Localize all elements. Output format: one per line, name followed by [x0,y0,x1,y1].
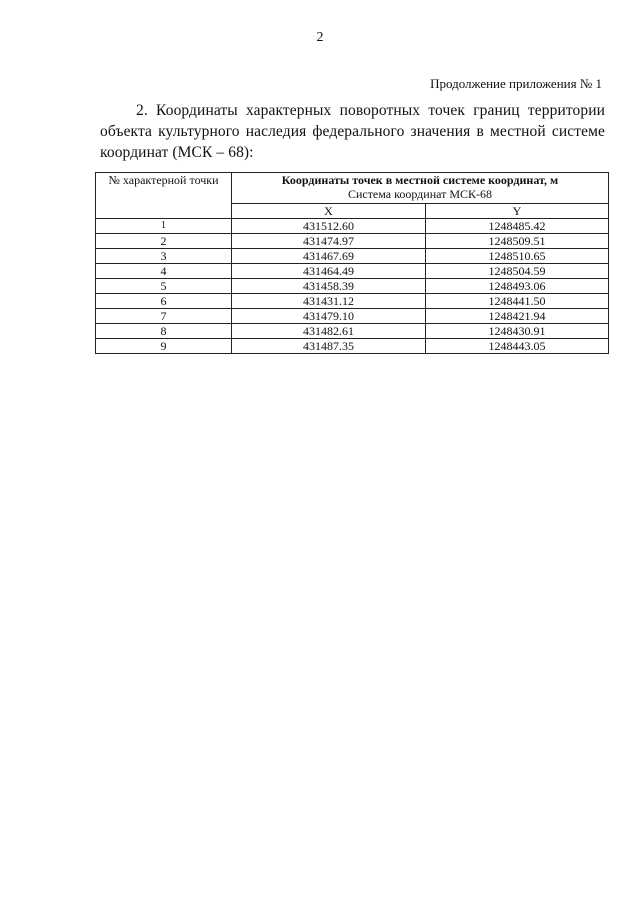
x-value-cell: 431512.60 [232,219,426,234]
page-number: 2 [316,30,324,45]
y-value-cell: 1248443.05 [426,339,609,354]
point-number-cell: 8 [96,324,232,339]
point-number-cell: 2 [96,234,232,249]
table-row [96,279,609,294]
x-value-cell: 431474.97 [232,234,426,249]
header-coordinate-system: Система координат МСК-68 [347,187,493,201]
y-value-cell: 1248504.59 [426,264,609,279]
point-number-cell: 5 [96,279,232,294]
appendix-continuation-note: Продолжение приложения № 1 [430,76,602,91]
header-coordinates [232,173,609,204]
header-point-number: № характерной точки [96,173,232,219]
x-value-cell: 431487.35 [232,339,426,354]
y-value-cell: 1248430.91 [426,324,609,339]
table-header-row [96,173,609,204]
x-value-cell: 431482.61 [232,324,426,339]
point-number-cell: 4 [96,264,232,279]
x-value-cell: 431458.39 [232,279,426,294]
table-row [96,324,609,339]
header-x: X [232,204,426,219]
y-value-cell: 1248509.51 [426,234,609,249]
point-number-cell: 1 [96,219,232,234]
y-value-cell: 1248510.65 [426,249,609,264]
table-row [96,219,609,234]
x-value-cell: 431464.49 [232,264,426,279]
table-row [96,339,609,354]
y-value-cell: 1248493.06 [426,279,609,294]
coordinates-table [95,172,609,354]
header-coordinates-title: Координаты точек в местной системе координат, м [281,173,559,187]
y-value-cell: 1248421.94 [426,309,609,324]
point-number-cell: 6 [96,294,232,309]
table-row [96,249,609,264]
x-value-cell: 431467.69 [232,249,426,264]
table-row [96,234,609,249]
point-number-cell: 9 [96,339,232,354]
header-y: Y [426,204,609,219]
x-value-cell: 431479.10 [232,309,426,324]
table-row [96,294,609,309]
table-row [96,264,609,279]
table-row [96,309,609,324]
section-paragraph: 2. Координаты характерных поворотных точек границ территории объекта культурного наследия федерального значения в местной системе координат (МСК – 68): [100,102,605,161]
point-number-cell: 3 [96,249,232,264]
point-number-cell: 7 [96,309,232,324]
y-value-cell: 1248441.50 [426,294,609,309]
y-value-cell: 1248485.42 [426,219,609,234]
x-value-cell: 431431.12 [232,294,426,309]
